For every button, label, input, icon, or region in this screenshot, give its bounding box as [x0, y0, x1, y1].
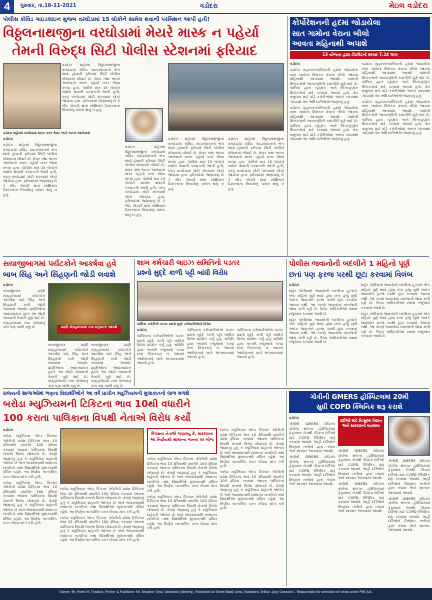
gmers-callout: દર્દીઓ માટે નિઃશુલ્ક નિદાન અને સારવારની વ્યવસ્થા — [338, 416, 384, 446]
meeting-headline-2: પ્રશ્નો મુદ્દે કાળી પટ્ટી બાંધી વિરોધ — [137, 269, 228, 277]
police-photo-center — [125, 108, 163, 142]
meeting-dateline: વડોદરા — [137, 328, 147, 332]
corporation-headline-3: આવતા મહિનાથી અપાશે — [292, 39, 368, 48]
corporation-body: વડોદરા મહાનગરપાલિકાની હદમાં જોડાયેલા સાત ગામોના મિલકત વેરાના બીલો આવતા મહિનાથી આપવામાં આવશે. ગામોની મિલકતોની આકારણીની કામગીરી પૂર્ણ થઈ છે. પાલિકા દ્વારા રહેણાંક અને બિનરહેણાંક મિલકતોનો સર્વે કરવામાં આવ્યો હતો. વેરા વસૂલાત માટે વોર્ડ કચેરીઓમાં અલગ વ્યવસ્થા ગોઠવાશે તેમ અધિકારીઓએ જણાવ્યું હતું. — [290, 68, 358, 104]
police-dateline: વડોદરા — [3, 137, 13, 141]
gmers-body-col-2: ગોત્રીની GMERS મેડિકલ કોલેજ સંલગ્ન હોસ્પિટલમાં ફેફસાના રોગથી પીડાતા દર્દીઓ માટે COPD ક્લિનિક શરૂ કરવામાં આવશે. અહીં દર્દીઓને નિષ્ણાત તબીબો દ્વારા તપાસ અને સારવાર આપવામાં આવશે. ગોત્રીની GMERS મેડિકલ કોલેજ સંલગ્ન હોસ્પિટલમાં ફેફસાના રોગથી પીડાતા દર્દીઓ માટે COPD ક્લિનિક શરૂ કરવામાં આવશે. અહીં દર્દીઓને નિષ્ણાત તબીબો દ્વારા તપાસ અને સારવાર આપવામાં આવશે. — [338, 449, 384, 513]
gmers-headline-1: ગોત્રીની GMERS હોસ્પિટલમાં 20મી — [310, 393, 409, 401]
museum-body: બરોડા મ્યુઝિયમ એન્ડ પિક્ચર ગેલેરીની પ્રવેશ ટિકિટના ભાવ 10 રૂપિયાથી વધારીને 100 રૂપિયા કરવામાં આવતા પાલિકાના વિપક્ષી નેતાએ વિરોધ નોંધાવ્યો છે. તેમણે જણાવ્યું હતું કે મ્યુઝિયમ શહેરની ઓળખ છે અને ભાવવધારાથી સામાન્ય નાગરિકો તથા વિદ્યાર્થીઓ મુલાકાતથી વંચિત રહેશે. આ નિર્ણય તાત્કાલિક પરત ખેંચવા માંગ કરી હતી. — [3, 434, 57, 479]
police-photo-left — [3, 63, 61, 129]
police-body: વડોદરા શહેરમાં વિઠ્ઠલનાથજીના વરઘોડામાં કોવિડ ગાઇડલાઇનનો ભંગ થયો હોવાની ફરિયાદ સિટી પોલીસ સ્ટેશનમાં નોંધાઈ છે. મેયર તથા અન્ય આગેવાનો માસ્ક પહેર્યા વગર જોવા મળ્યા હતા. પોલીસે માત્ર 15 લોકોને સામેલ થવાની પરવાનગી આપી હતી, પરંતુ વરઘોડામાં મોટી સંખ્યામાં લોકો જોડાયા હતા. ફરિયાદમાં જણાવાયું છે કે ભીડ એકઠી થતાં સોશિયલ ડિસ્ટન્સના નિયમોનું પાલન થયું ન હતું. — [3, 143, 57, 197]
meeting-headline-1: શાખ કર્મચારી લાઇઝ સમિતિનો પડતર — [137, 259, 240, 267]
transfer-body-col-2: શહેર પોલીસમાં જવાનોની બદલીના હુકમને એક મહિનો પૂર્ણ થયો હોવા છતાં હજુ સુધી અનેક જવાનોને ફરજ પરથી છૂટા કરવામાં આવ્યા નથી. આ કારણે જવાનોમાં નારાજગી જોવા મળી રહી છે. ઉચ્ચ અધિકારીઓ સમક્ષ રજૂઆત કરવામાં આવી છે. શહેર પોલીસમાં જવાનોની બદલીના હુકમને એક મહિનો પૂર્ણ થયો હોવા છતાં હજુ સુધી અનેક જવાનોને ફરજ પરથી છૂટા કરવામાં આવ્યા નથી. આ કારણે જવાનોમાં નારાજગી જોવા મળી રહી છે. ઉચ્ચ અધિકારીઓ સમક્ષ રજૂઆત કરવામાં આવી છે. — [361, 283, 430, 338]
corporation-headline-2: સાત ગામોના વેરાના બીલો — [292, 28, 370, 38]
corporation-strap: 13 યોજના દ્વારા ટોઇલેટનો સ્વચ્છ 7.24 લાખ — [290, 51, 430, 59]
meeting-body-col-1 — [137, 328, 184, 385]
museum-kicker: રાજ્યની શાળાઓમાં ભણતા વિદ્યાર્થીઓને આ વર્ષે પ્રાચીન મ્યુઝિયમની મુલાકાતનો લાભ મળશે — [3, 391, 190, 397]
city-label: વડોદરા — [200, 2, 218, 11]
gmers-body-col-1: વડોદરા ગોત્રીની GMERS મેડિકલ કોલેજ સંલગ્ન હોસ્પિટલમાં ફેફસાના રોગથી પીડાતા દર્દીઓ માટે COPD ક્લિનિક શરૂ કરવામાં આવશે. અહીં દર્દીઓને નિષ્ણાત તબીબો દ્વારા તપાસ અને સારવાર આપવામાં આવશે. ગોત્રીની GMERS મેડિકલ કોલેજ સંલગ્ન હોસ્પિટલમાં ફેફસાના રોગથી પીડાતા દર્દીઓ માટે COPD ક્લિનિક શરૂ કરવામાં આવશે. અહીં દર્દીઓને નિષ્ણાત તબીબો દ્વારા તપાસ અને સારવાર આપવામાં આવશે. — [289, 416, 335, 486]
meeting-photo — [137, 281, 283, 321]
lion-body-col-2: સયાજીબાગ પ્રાણી સંગ્રહાલયમાં પર્યટકોને આકર્ષવા માટે સિંહ અને સિંહણની નવી જોડી લાવવામાં આવશે. પ્રાણીઓના આદાનપ્રદાન હેઠળ આ જોડી લાવવાની તૈયારી પૂર્ણ થઈ છે. સંગ્રહાલયમાં નવા પાંજરાનું કામ પણ ચાલી રહ્યું છે. — [48, 343, 88, 388]
corporation-dateline: વડોદરા — [290, 62, 300, 66]
transfer-body-col-1: વડોદરા શહેર પોલીસમાં જવાનોની બદલીના હુકમને એક મહિનો પૂર્ણ થયો હોવા છતાં હજુ સુધી અનેક જવાનોને ફરજ પરથી છૂટા કરવામાં આવ્યા નથી. આ કારણે જવાનોમાં નારાજગી જોવા મળી રહી છે. ઉચ્ચ અધિકારીઓ સમક્ષ રજૂઆત કરવામાં આવી છે. શહેર પોલીસમાં જવાનોની બદલીના હુકમને એક મહિનો પૂર્ણ થયો હોવા છતાં હજુ સુધી અનેક જવાનોને ફરજ પરથી છૂટા કરવામાં આવ્યા નથી. આ કારણે જવાનોમાં નારાજગી જોવા મળી રહી છે. ઉચ્ચ અધિકારીઓ સમક્ષ રજૂઆત કરવામાં આવી છે. — [289, 283, 357, 344]
transfer-dateline: વડોદરા — [289, 283, 299, 287]
transfer-body: શહેર પોલીસમાં જવાનોની બદલીના હુકમને એક મહિનો પૂર્ણ થયો હોવા છતાં હજુ સુધી અનેક જવાનોને ફરજ પરથી છૂટા કરવામાં આવ્યા નથી. આ કારણે જવાનોમાં નારાજગી જોવા મળી રહી છે. ઉચ્ચ અધિકારીઓ સમક્ષ રજૂઆત કરવામાં આવી છે. — [289, 289, 357, 316]
lion-headline-2: બાબ સિંહ અને સિંહણની જોડી લવાશે — [3, 270, 116, 279]
museum-body-col-1: વડોદરા બરોડા મ્યુઝિયમ એન્ડ પિક્ચર ગેલેરીની પ્રવેશ ટિકિટના ભાવ 10 રૂપિયાથી વધારીને 100 રૂપિયા કરવામાં આવતા પાલિકાના વિપક્ષી નેતાએ વિરોધ નોંધાવ્યો છે. તેમણે જણાવ્યું હતું કે મ્યુઝિયમ શહેરની ઓળખ છે અને ભાવવધારાથી સામાન્ય નાગરિકો તથા વિદ્યાર્થીઓ મુલાકાતથી વંચિત રહેશે. આ નિર્ણય તાત્કાલિક પરત ખેંચવા માંગ કરી હતી. બરોડા મ્યુઝિયમ એન્ડ પિક્ચર ગેલેરીની પ્રવેશ ટિકિટના ભાવ 10 રૂપિયાથી વધારીને 100 રૂપિયા કરવામાં આવતા પાલિકાના વિપક્ષી નેતાએ વિરોધ નોંધાવ્યો છે. તેમણે જણાવ્યું હતું કે મ્યુઝિયમ શહેરની ઓળખ છે અને ભાવવધારાથી સામાન્ય નાગરિકો તથા વિદ્યાર્થીઓ મુલાકાતથી વંચિત રહેશે. આ નિર્ણય તાત્કાલિક પરત ખેંચવા માંગ કરી હતી. — [3, 428, 57, 525]
police-photo-right — [168, 63, 284, 131]
police-headline-1: વિઠ્ઠલનાથજીના વરઘોડામાં મેયરે માસ્ક ન પહેર્યા — [3, 25, 260, 41]
museum-callout: વિપક્ષના નેતાએ જણાવ્યું કે, સરકારના આ નિર્ણયથી સામાન્ય જનતા પર બોજ — [147, 428, 217, 454]
meeting-body-col-2: પાલિકાના કર્મચારીઓએ પડતર પ્રશ્નો મુદ્દે કાળી પટ્ટી બાંધીને વિરોધ પ્રદર્શન કર્યું હતું. સમિતિ દ્વારા અગાઉ રજૂઆતો કરવા છતાં નિરાકરણ ન આવતાં આંદોલનનો માર્ગ અપનાવવામાં આવ્યો હતો. — [187, 328, 234, 359]
police-body-col-2: વડોદરા શહેરમાં વિઠ્ઠલનાથજીના વરઘોડામાં કોવિડ ગાઇડલાઇનનો ભંગ થયો હોવાની ફરિયાદ સિટી પોલીસ સ્ટેશનમાં નોંધાઈ છે. મેયર તથા અન્ય આગેવાનો માસ્ક પહેર્યા વગર જોવા મળ્યા હતા. પોલીસે માત્ર 15 લોકોને સામેલ થવાની પરવાનગી આપી હતી, પરંતુ વરઘોડામાં મોટી સંખ્યામાં લોકો જોડાયા હતા. ફરિયાદમાં જણાવાયું છે કે ભીડ એકઠી થતાં સોશિયલ ડિસ્ટન્સના નિયમોનું પાલન થયું ન હતું. — [62, 63, 120, 112]
corporation-body-col-1: વડોદરા વડોદરા મહાનગરપાલિકાની હદમાં જોડાયેલા સાત ગામોના મિલકત વેરાના બીલો આવતા મહિનાથી આપવામાં આવશે. ગામોની મિલકતોની આકારણીની કામગીરી પૂર્ણ થઈ છે. પાલિકા દ્વારા રહેણાંક અને બિનરહેણાંક મિલકતોનો સર્વે કરવામાં આવ્યો હતો. વેરા વસૂલાત માટે વોર્ડ કચેરીઓમાં અલગ વ્યવસ્થા ગોઠવાશે તેમ અધિકારીઓએ જણાવ્યું હતું. વડોદરા મહાનગરપાલિકાની હદમાં જોડાયેલા સાત ગામોના મિલકત વેરાના બીલો આવતા મહિનાથી આપવામાં આવશે. ગામોની મિલકતોની આકારણીની કામગીરી પૂર્ણ થઈ છે. પાલિકા દ્વારા રહેણાંક અને બિનરહેણાંક મિલકતોનો સર્વે કરવામાં આવ્યો હતો. વેરા વસૂલાત માટે વોર્ડ કચેરીઓમાં અલગ વ્યવસ્થા ગોઠવાશે તેમ અધિકારીઓએ જણાવ્યું હતું. — [290, 62, 358, 141]
museum-dateline: વડોદરા — [3, 428, 13, 432]
transfer-headline-2: છતાં પણ ફરજ પરથી છૂટા કરવામાં વિલંબ — [289, 270, 413, 279]
police-body-col-1 — [3, 137, 57, 252]
gmers-dateline: વડોદરા — [289, 416, 299, 420]
meeting-body: પાલિકાના કર્મચારીઓએ પડતર પ્રશ્નો મુદ્દે કાળી પટ્ટી બાંધીને વિરોધ પ્રદર્શન કર્યું હતું. સમિતિ દ્વારા અગાઉ રજૂઆતો કરવા છતાં નિરાકરણ ન આવતાં આંદોલનનો માર્ગ અપનાવવામાં આવ્યો હતો. — [137, 334, 184, 365]
footer-imprint: Owner: Mr. Parth M. Thakkar, Printer & Publisher: Mr. Bhaskar Ojha, Vadodara (Weekly), Published at Shree Balaji Area, Vadodara. Editor: Ajay Goswami - Responsible for selection of news under PRB Act. — [0, 588, 432, 600]
page-number: 4 — [0, 0, 14, 14]
corporation-headline-box — [290, 17, 430, 50]
police-kicker: પોલીસ કોવિડ ગાઇડલાઇન મુજબ વરઘોડામાં 15 લોકોને સામેલ થવાની પરમિશન આપી હતી! — [3, 17, 210, 23]
meeting-caption: પાલિકા કચેરીએ પડતર પ્રશ્નો મુદ્દે કર્મચારીઓનો વિરોધ — [137, 322, 211, 326]
museum-photo — [60, 428, 144, 484]
gmers-headline-box — [289, 391, 430, 413]
lion-body: સયાજીબાગ પ્રાણી સંગ્રહાલયમાં પર્યટકોને આકર્ષવા માટે સિંહ અને સિંહણની નવી જોડી લાવવામાં આવશે. પ્રાણીઓના આદાનપ્રદાન હેઠળ આ જોડી લાવવાની તૈયારી પૂર્ણ થઈ છે. સંગ્રહાલયમાં નવા પાંજરાનું કામ પણ ચાલી રહ્યું છે. — [3, 289, 45, 329]
lion-body-col-3: સયાજીબાગ પ્રાણી સંગ્રહાલયમાં પર્યટકોને આકર્ષવા માટે સિંહ અને સિંહણની નવી જોડી લાવવામાં આવશે. પ્રાણીઓના આદાનપ્રદાન હેઠળ આ જોડી લાવવાની તૈયારી પૂર્ણ થઈ છે. સંગ્રહાલયમાં નવા પાંજરાનું કામ પણ ચાલી રહ્યું છે. — [91, 343, 131, 388]
lion-caption-box: પ્રાણી સંગ્રહાલયમાં નવા મહેમાનો આવશે — [57, 325, 121, 334]
gmers-headline-2: સુધી COPD ક્લિનિક શરૂ કરાશે — [316, 403, 403, 411]
museum-body-col-4: બરોડા મ્યુઝિયમ એન્ડ પિક્ચર ગેલેરીની પ્રવેશ ટિકિટના ભાવ 10 રૂપિયાથી વધારીને 100 રૂપિયા કરવામાં આવતા પાલિકાના વિપક્ષી નેતાએ વિરોધ નોંધાવ્યો છે. તેમણે જણાવ્યું હતું કે મ્યુઝિયમ શહેરની ઓળખ છે અને ભાવવધારાથી સામાન્ય નાગરિકો તથા વિદ્યાર્થીઓ મુલાકાતથી વંચિત રહેશે. આ નિર્ણય તાત્કાલિક પરત ખેંચવા માંગ કરી હતી. બરોડા મ્યુઝિયમ એન્ડ પિક્ચર ગેલેરીની પ્રવેશ ટિકિટના ભાવ 10 રૂપિયાથી વધારીને 100 રૂપિયા કરવામાં આવતા પાલિકાના વિપક્ષી નેતાએ વિરોધ નોંધાવ્યો છે. તેમણે જણાવ્યું હતું કે મ્યુઝિયમ શહેરની ઓળખ છે અને ભાવવધારાથી સામાન્ય નાગરિકો તથા વિદ્યાર્થીઓ મુલાકાતથી વંચિત રહેશે. આ નિર્ણય તાત્કાલિક પરત ખેંચવા માંગ કરી હતી. — [220, 428, 284, 510]
transfer-headline-1: પોલીસ જવાનોની બદલીને 1 મહિનો પૂર્ણ — [289, 259, 410, 268]
museum-body-col-3: બરોડા મ્યુઝિયમ એન્ડ પિક્ચર ગેલેરીની પ્રવેશ ટિકિટના ભાવ 10 રૂપિયાથી વધારીને 100 રૂપિયા કરવામાં આવતા પાલિકાના વિપક્ષી નેતાએ વિરોધ નોંધાવ્યો છે. તેમણે જણાવ્યું હતું કે મ્યુઝિયમ શહેરની ઓળખ છે અને ભાવવધારાથી સામાન્ય નાગરિકો તથા વિદ્યાર્થીઓ મુલાકાતથી વંચિત રહેશે. આ નિર્ણય તાત્કાલિક પરત ખેંચવા માંગ કરી હતી. બરોડા મ્યુઝિયમ એન્ડ પિક્ચર ગેલેરીની પ્રવેશ ટિકિટના ભાવ 10 રૂપિયાથી વધારીને 100 રૂપિયા કરવામાં આવતા પાલિકાના વિપક્ષી નેતાએ વિરોધ નોંધાવ્યો છે. તેમણે જણાવ્યું હતું કે મ્યુઝિયમ શહેરની ઓળખ છે અને ભાવવધારાથી સામાન્ય નાગરિકો તથા વિદ્યાર્થીઓ મુલાકાતથી વંચિત રહેશે. આ નિર્ણય તાત્કાલિક પરત ખેંચવા માંગ કરી હતી. — [147, 457, 217, 530]
police-body-col-5: વડોદરા શહેરમાં વિઠ્ઠલનાથજીના વરઘોડામાં કોવિડ ગાઇડલાઇનનો ભંગ થયો હોવાની ફરિયાદ સિટી પોલીસ સ્ટેશનમાં નોંધાઈ છે. મેયર તથા અન્ય આગેવાનો માસ્ક પહેર્યા વગર જોવા મળ્યા હતા. પોલીસે માત્ર 15 લોકોને સામેલ થવાની પરવાનગી આપી હતી, પરંતુ વરઘોડામાં મોટી સંખ્યામાં લોકો જોડાયા હતા. ફરિયાદમાં જણાવાયું છે કે ભીડ એકઠી થતાં સોશિયલ ડિસ્ટન્સના નિયમોનું પાલન થયું ન હતું. — [228, 137, 284, 191]
issue-date: ગુરુવાર, તા.18-11-2021 — [20, 3, 77, 10]
lion-dateline: વડોદરા — [3, 283, 13, 287]
museum-headline-1: બરોડા મ્યુઝિયમની ટિકિટના ભાવ 10થી વધારીને — [3, 399, 191, 410]
gmers-body-col-3: ગોત્રીની GMERS મેડિકલ કોલેજ સંલગ્ન હોસ્પિટલમાં ફેફસાના રોગથી પીડાતા દર્દીઓ માટે COPD ક્લિનિક શરૂ કરવામાં આવશે. અહીં દર્દીઓને નિષ્ણાત તબીબો દ્વારા તપાસ અને સારવાર આપવામાં આવશે. ગોત્રીની GMERS મેડિકલ કોલેજ સંલગ્ન હોસ્પિટલમાં ફેફસાના રોગથી પીડાતા દર્દીઓ માટે COPD ક્લિનિક શરૂ કરવામાં આવશે. અહીં દર્દીઓને નિષ્ણાત તબીબો દ્વારા તપાસ અને સારવાર આપવામાં આવશે. — [388, 459, 430, 532]
edition-name: મેઇલ વડોદરા — [389, 1, 428, 11]
corporation-body-col-2: વડોદરા મહાનગરપાલિકાની હદમાં જોડાયેલા સાત ગામોના મિલકત વેરાના બીલો આવતા મહિનાથી આપવામાં આવશે. ગામોની મિલકતોની આકારણીની કામગીરી પૂર્ણ થઈ છે. પાલિકા દ્વારા રહેણાંક અને બિનરહેણાંક મિલકતોનો સર્વે કરવામાં આવ્યો હતો. વેરા વસૂલાત માટે વોર્ડ કચેરીઓમાં અલગ વ્યવસ્થા ગોઠવાશે તેમ અધિકારીઓએ જણાવ્યું હતું. વડોદરા મહાનગરપાલિકાની હદમાં જોડાયેલા સાત ગામોના મિલકત વેરાના બીલો આવતા મહિનાથી આપવામાં આવશે. ગામોની મિલકતોની આકારણીની કામગીરી પૂર્ણ થઈ છે. પાલિકા દ્વારા રહેણાંક અને બિનરહેણાંક મિલકતોનો સર્વે કરવામાં આવ્યો હતો. વેરા વસૂલાત માટે વોર્ડ કચેરીઓમાં અલગ વ્યવસ્થા ગોઠવાશે તેમ અધિકારીઓએ જણાવ્યું હતું. — [362, 62, 430, 135]
museum-headline-2: 100 કરાતા પાલિકાના વિપક્ષી નેતાએ વિરોધ કર્યો — [3, 413, 191, 424]
police-caption: વડોદરા શહેરમાં વરઘોડામાં માસ્ક વગર મેયર અને અન્ય આગેવાનો — [3, 131, 90, 135]
police-body-col-4: વડોદરા શહેરમાં વિઠ્ઠલનાથજીના વરઘોડામાં કોવિડ ગાઇડલાઇનનો ભંગ થયો હોવાની ફરિયાદ સિટી પોલીસ સ્ટેશનમાં નોંધાઈ છે. મેયર તથા અન્ય આગેવાનો માસ્ક પહેર્યા વગર જોવા મળ્યા હતા. પોલીસે માત્ર 15 લોકોને સામેલ થવાની પરવાનગી આપી હતી, પરંતુ વરઘોડામાં મોટી સંખ્યામાં લોકો જોડાયા હતા. ફરિયાદમાં જણાવાયું છે કે ભીડ એકઠી થતાં સોશિયલ ડિસ્ટન્સના નિયમોનું પાલન થયું ન હતું. — [168, 137, 224, 191]
lion-headline-1: સયાજીબાગમાં પર્યટકોને આકર્ષવા હવે — [3, 259, 117, 268]
gmers-body: ગોત્રીની GMERS મેડિકલ કોલેજ સંલગ્ન હોસ્પિટલમાં ફેફસાના રોગથી પીડાતા દર્દીઓ માટે COPD ક્લિનિક શરૂ કરવામાં આવશે. અહીં દર્દીઓને નિષ્ણાત તબીબો દ્વારા તપાસ અને સારવાર આપવામાં આવશે. — [289, 422, 335, 453]
police-body-col-3: વડોદરા શહેરમાં વિઠ્ઠલનાથજીના વરઘોડામાં કોવિડ ગાઇડલાઇનનો ભંગ થયો હોવાની ફરિયાદ સિટી પોલીસ સ્ટેશનમાં નોંધાઈ છે. મેયર તથા અન્ય આગેવાનો માસ્ક પહેર્યા વગર જોવા મળ્યા હતા. પોલીસે માત્ર 15 લોકોને સામેલ થવાની પરવાનગી આપી હતી, પરંતુ વરઘોડામાં મોટી સંખ્યામાં લોકો જોડાયા હતા. ફરિયાદમાં જણાવાયું છે કે ભીડ એકઠી થતાં સોશિયલ ડિસ્ટન્સના નિયમોનું પાલન થયું ન હતું. — [125, 145, 165, 217]
meeting-body-col-3: પાલિકાના કર્મચારીઓએ પડતર પ્રશ્નો મુદ્દે કાળી પટ્ટી બાંધીને વિરોધ પ્રદર્શન કર્યું હતું. સમિતિ દ્વારા અગાઉ રજૂઆતો કરવા છતાં નિરાકરણ ન આવતાં આંદોલનનો માર્ગ અપનાવવામાં આવ્યો હતો. — [237, 328, 283, 359]
museum-body-col-2: બરોડા મ્યુઝિયમ એન્ડ પિક્ચર ગેલેરીની પ્રવેશ ટિકિટના ભાવ 10 રૂપિયાથી વધારીને 100 રૂપિયા કરવામાં આવતા પાલિકાના વિપક્ષી નેતાએ વિરોધ નોંધાવ્યો છે. તેમણે જણાવ્યું હતું કે મ્યુઝિયમ શહેરની ઓળખ છે અને ભાવવધારાથી સામાન્ય નાગરિકો તથા વિદ્યાર્થીઓ મુલાકાતથી વંચિત રહેશે. આ નિર્ણય તાત્કાલિક પરત ખેંચવા માંગ કરી હતી. બરોડા મ્યુઝિયમ એન્ડ પિક્ચર ગેલેરીની પ્રવેશ ટિકિટના ભાવ 10 રૂપિયાથી વધારીને 100 રૂપિયા કરવામાં આવતા પાલિકાના વિપક્ષી નેતાએ વિરોધ નોંધાવ્યો છે. તેમણે જણાવ્યું હતું કે મ્યુઝિયમ શહેરની ઓળખ છે અને ભાવવધારાથી સામાન્ય નાગરિકો તથા વિદ્યાર્થીઓ મુલાકાતથી વંચિત રહેશે. આ નિર્ણય તાત્કાલિક પરત ખેંચવા માંગ કરી હતી. — [60, 487, 144, 542]
gmers-photo — [388, 416, 430, 456]
masthead — [0, 0, 432, 14]
lion-body-col-1 — [3, 283, 45, 385]
police-headline-2: તેમની વિરુદ્ધ સિટી પોલીસ સ્ટેશનમાં ફરિયાદ — [12, 43, 258, 59]
corporation-headline-1: કોર્પોરેશનની હદમાં જોડાયેલા — [292, 18, 381, 27]
